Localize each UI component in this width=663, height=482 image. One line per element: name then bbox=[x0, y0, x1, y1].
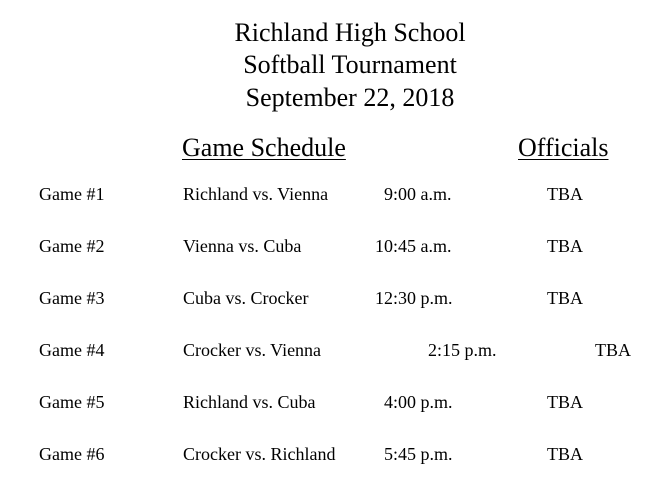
officials-heading: Officials bbox=[518, 133, 609, 162]
game-matchup: Vienna vs. Cuba bbox=[183, 236, 302, 256]
school-name: Richland High School bbox=[234, 18, 466, 47]
game-matchup: Crocker vs. Vienna bbox=[183, 340, 322, 360]
game-time: 5:45 p.m. bbox=[384, 444, 453, 464]
game-number: Game #4 bbox=[39, 340, 105, 360]
event-name: Softball Tournament bbox=[243, 50, 457, 79]
game-officials: TBA bbox=[595, 340, 631, 360]
game-officials: TBA bbox=[547, 392, 583, 412]
game-time: 4:00 p.m. bbox=[384, 392, 453, 412]
game-time: 10:45 a.m. bbox=[375, 236, 452, 256]
game-time: 9:00 a.m. bbox=[384, 184, 452, 204]
game-matchup: Cuba vs. Crocker bbox=[183, 288, 309, 308]
game-officials: TBA bbox=[547, 236, 583, 256]
game-matchup: Richland vs. Vienna bbox=[183, 184, 329, 204]
game-number: Game #1 bbox=[39, 184, 105, 204]
game-number: Game #5 bbox=[39, 392, 105, 412]
game-time: 2:15 p.m. bbox=[428, 340, 497, 360]
game-matchup: Crocker vs. Richland bbox=[183, 444, 336, 464]
game-matchup: Richland vs. Cuba bbox=[183, 392, 316, 412]
game-number: Game #2 bbox=[39, 236, 105, 256]
game-officials: TBA bbox=[547, 288, 583, 308]
game-officials: TBA bbox=[547, 444, 583, 464]
game-number: Game #3 bbox=[39, 288, 105, 308]
game-schedule-heading: Game Schedule bbox=[182, 133, 346, 162]
game-officials: TBA bbox=[547, 184, 583, 204]
game-time: 12:30 p.m. bbox=[375, 288, 453, 308]
event-date: September 22, 2018 bbox=[245, 83, 455, 112]
game-number: Game #6 bbox=[39, 444, 105, 464]
